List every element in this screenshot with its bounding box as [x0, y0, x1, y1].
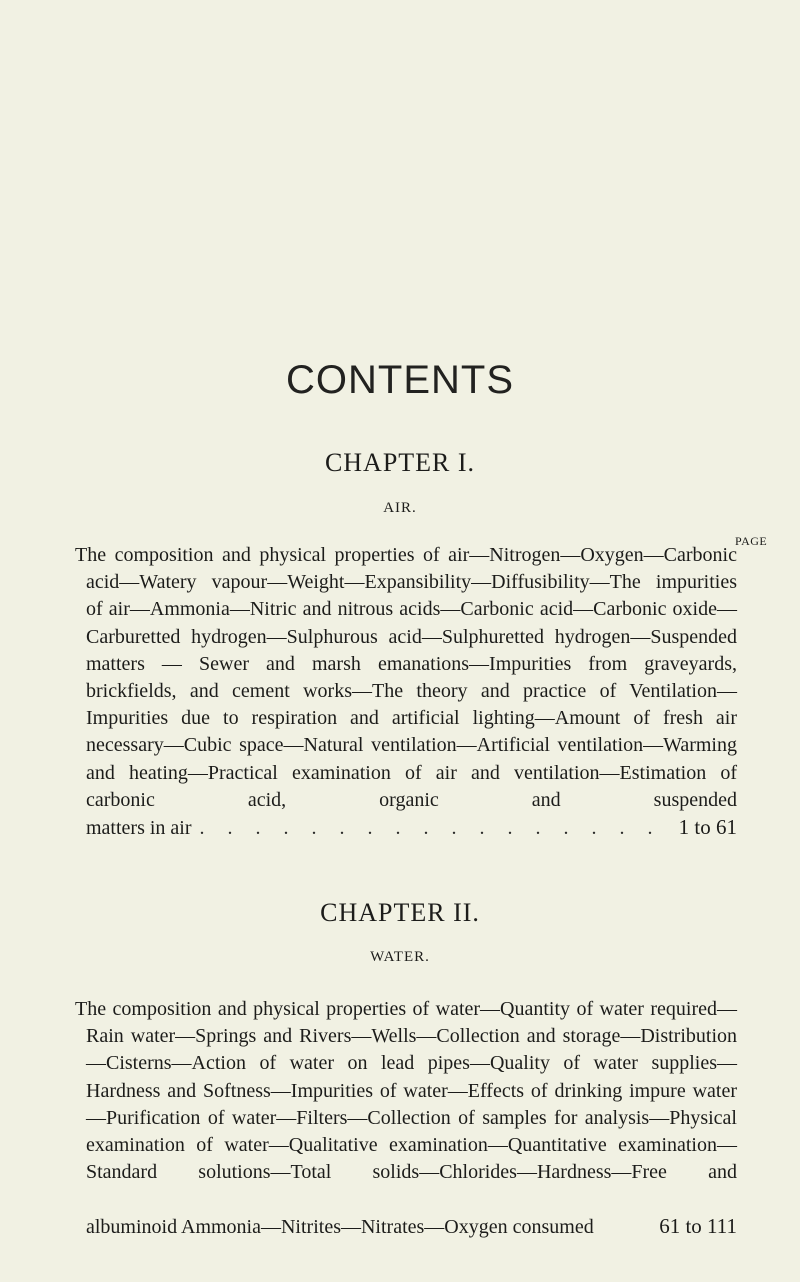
chapter-2-last-line: [86, 1213, 737, 1241]
chapter-2-pages: 61 to 111: [659, 1214, 737, 1238]
page-column-label: PAGE: [735, 534, 768, 548]
chapter-2-summary: The composition and physical properties of water—Quantity of water required—Rain water—Springs and Rivers—Wells—Collection and storage—Distribution—Cisterns—Action of water on lead pipes—Quality of water supplies—Hardness and Softness—Impurities of water—Effects of drinking impure water—Purification of water—Filters—Collection of samples for analysis—Physical examination of water—Qualitative examination—Quantitative examination—Standard solutions—Total solids—Chlorides—Hardness—Free and: [75, 998, 737, 1184]
chapter-2-subject: WATER.: [370, 949, 430, 965]
chapter-1-subject: AIR.: [383, 500, 417, 516]
page-title: CONTENTS: [286, 358, 514, 402]
chapter-2-heading: CHAPTER II.: [320, 898, 480, 927]
chapter-1-pages: 1 to 61: [678, 815, 737, 839]
chapter-1-heading: CHAPTER I.: [324, 448, 476, 477]
chapter-1-summary-end: matters in air: [86, 817, 192, 839]
chapter-2-summary-end: albuminoid Ammonia—Nitrites—Nitrates—Oxygen consumed: [86, 1216, 594, 1238]
chapter-1-summary: The composition and physical properties of air—Nitrogen—Oxygen—Carbonic acid—Watery vapour—Weight—Expansibility—Diffusibility—The impurities of air—Ammonia—Nitric and nitrous acids—Carbonic acid—Carbonic oxide—Carburetted hydrogen—Sulphurous acid—Sulphuretted hydrogen—Suspended matters — Sewer and marsh emanations—Impurities from graveyards, brickfields, and cement works—The theory and practice of Ventilation—Impurities due to respiration and artificial lighting—Amount of fresh air necessary—Cubic space—Natural ventilation—Artificial ventilation—Warming and heating—Practical examination of air and ventilation—Estimation of carbonic acid, organic and suspended: [75, 544, 737, 811]
chapter-1-leader: . . . . . . . . . . . . . . . . .: [199, 817, 662, 839]
chapter-1-last-line: [86, 814, 737, 842]
